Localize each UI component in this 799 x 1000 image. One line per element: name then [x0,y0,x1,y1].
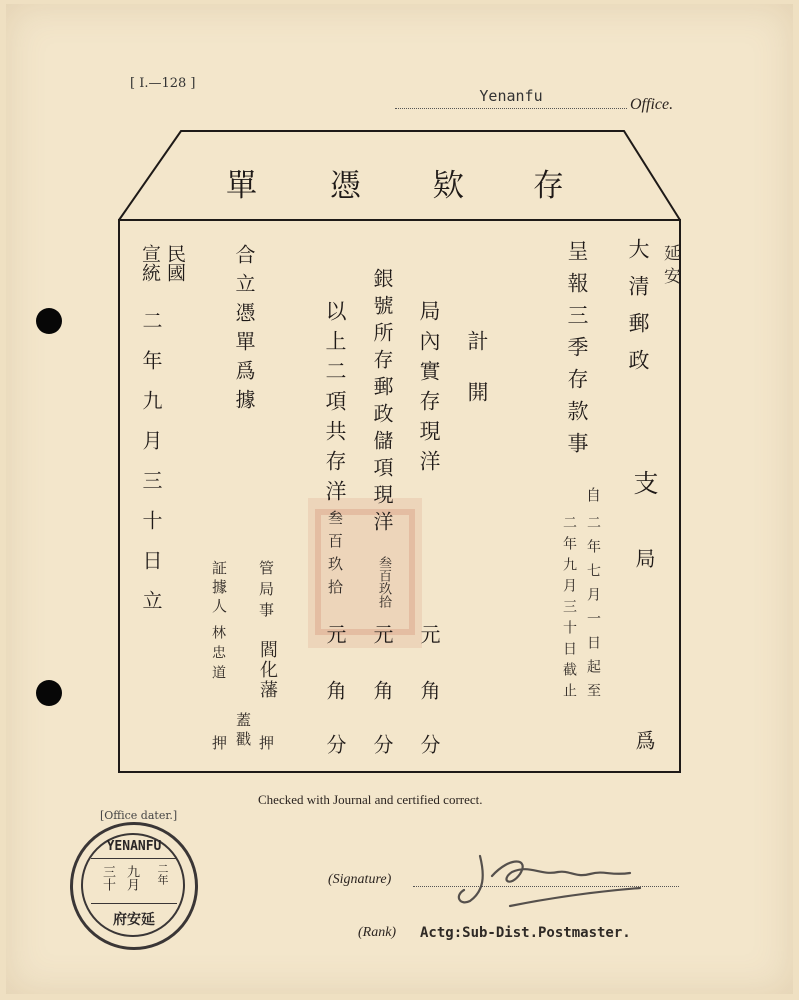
sum-fen: 分 [323,734,347,754]
rank-value: Actg:Sub-Dist.Postmaster. [420,925,631,941]
manager-label: 管局事 [257,560,275,623]
postmark-bar-bottom [91,903,177,904]
bank-cash-amount: 叁百玖拾 [376,556,391,608]
bureau-prefix: 大清郵政 [626,238,650,386]
date-era-xuantong: 宣統 [139,244,161,282]
witness-sign: 押 [210,735,228,750]
office-cash-yuan: 元 [417,624,441,644]
form-number: [ I.—128 ] [130,76,196,91]
office-cash-fen: 分 [417,734,441,754]
total-label: 計開 [465,330,489,432]
red-seal-impression [300,490,430,660]
bank-cash-label: 銀號所存郵政儲項現洋 [370,268,394,538]
sum-yuan: 元 [323,624,347,644]
period-to-date: 二年九月三十日截止 [561,515,577,704]
bureau-branch: 支 [630,470,659,495]
witness-label: 証據人 [210,560,228,617]
witness-name: 林忠道 [210,625,226,685]
postmark-month: 九月 [124,865,139,891]
title-char-4: 單 [226,168,257,204]
postmark-bar-top [91,858,177,859]
signature-scribble [440,846,650,916]
postmark-year: 二年 [156,863,169,885]
bank-cash-jiao: 角 [370,680,394,700]
report-text: 呈報三季存款事 [565,240,589,464]
bank-cash-yuan: 元 [370,624,394,644]
title-char-2: 欵 [433,168,464,204]
bureau-wei: 爲 [632,730,656,750]
postmark-day: 三十 [100,865,115,891]
manager-name: 閻化藩 [257,640,278,700]
sum-jiao: 角 [323,680,347,700]
signature-label: (Signature) [328,872,392,887]
certification-text: Checked with Journal and certified correct. [258,792,483,807]
period-from-date: 二年七月一日起至 [585,515,601,707]
office-cash-label: 局內實存現洋 [417,300,441,480]
bureau-suffix: 局 [632,548,656,568]
office-label: Office. [630,96,674,113]
office-name: Yenanfu [479,87,543,105]
date-text: 二年九月三十日立 [139,310,163,630]
postmark [70,822,198,950]
manager-sign: 押 [257,735,275,750]
sum-label: 以上二項共存洋 [323,300,347,510]
title-char-1: 存 [533,168,564,204]
postmark-place: 府安延 [113,912,155,928]
period-from-label: 自 [584,487,602,502]
office-dater-label: [Office dater.] [100,809,178,822]
office-cash-jiao: 角 [417,680,441,700]
postmark-city: YENANFU [106,839,162,854]
date-era-minguo: 民國 [164,244,186,282]
bank-cash-fen: 分 [370,734,394,754]
bureau-handwritten-name: 延安 [660,244,680,290]
title-char-3: 憑 [330,168,361,204]
voucher-note: 合立憑單爲據 [232,244,256,418]
sum-amount: 叁百玖拾 [326,510,344,602]
seal-label: 蓋戳 [234,712,252,750]
rank-label: (Rank) [358,925,397,940]
